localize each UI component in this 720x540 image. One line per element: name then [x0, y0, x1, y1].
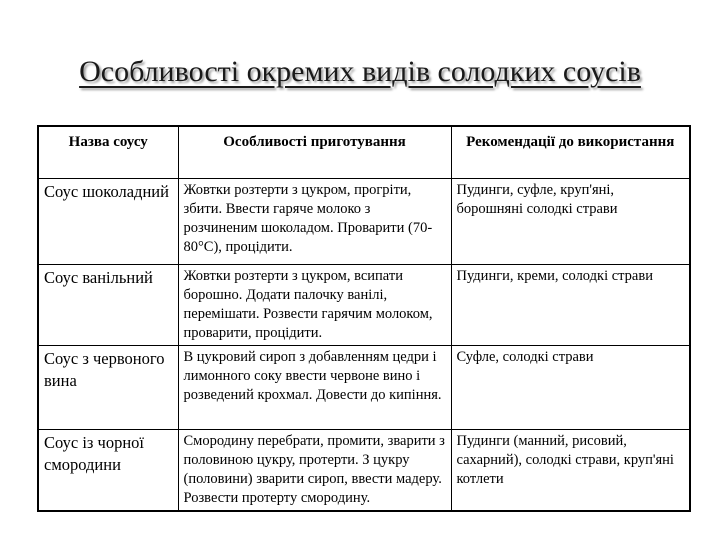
sauce-name-cell: Соус з червоного вина [38, 345, 178, 429]
header-preparation: Особливості приготування [178, 126, 451, 178]
recommendation-cell: Пудинги, суфле, круп'яні, борошняні солодкі страви [451, 178, 690, 264]
table-row [38, 178, 690, 264]
header-sauce-name: Назва соусу [38, 126, 178, 178]
recommendation-cell: Суфле, солодкі страви [451, 345, 690, 429]
recommendation-cell: Пудинги (манний, рисовий, сахарний), солодкі страви, круп'яні котлети [451, 429, 690, 511]
preparation-cell: Смородину перебрати, промити, зварити з половиною цукру, протерти. З цукру (половини) зварити сироп, ввести мадеру. Розвести протерту смородину. [178, 429, 451, 511]
table-row [38, 264, 690, 345]
table-header-row [38, 126, 690, 178]
preparation-cell: Жовтки розтерти з цукром, всипати борошно. Додати палочку ванілі, перемішати. Розвести гарячим молоком, проварити, процідити. [178, 264, 451, 345]
recommendation-cell: Пудинги, креми, солодкі страви [451, 264, 690, 345]
sauce-name-cell: Соус із чорної смородини [38, 429, 178, 511]
sauce-name-cell: Соус шоколадний [38, 178, 178, 264]
table-row [38, 429, 690, 511]
header-recommendation: Рекомендації до використання [451, 126, 690, 178]
sauces-table [37, 125, 691, 512]
preparation-cell: В цукровий сироп з добавленням цедри і лимонного соку ввести червоне вино і розведений крохмал. Довести до кипіння. [178, 345, 451, 429]
sauce-name-cell: Соус ванільний [38, 264, 178, 345]
preparation-cell: Жовтки розтерти з цукром, прогріти, збити. Ввести гаряче молоко з розчиненим шоколадом. Проварити (70-80°С), процідити. [178, 178, 451, 264]
table-row [38, 345, 690, 429]
slide-title: Особливості окремих видів солодких соусів [79, 55, 641, 88]
